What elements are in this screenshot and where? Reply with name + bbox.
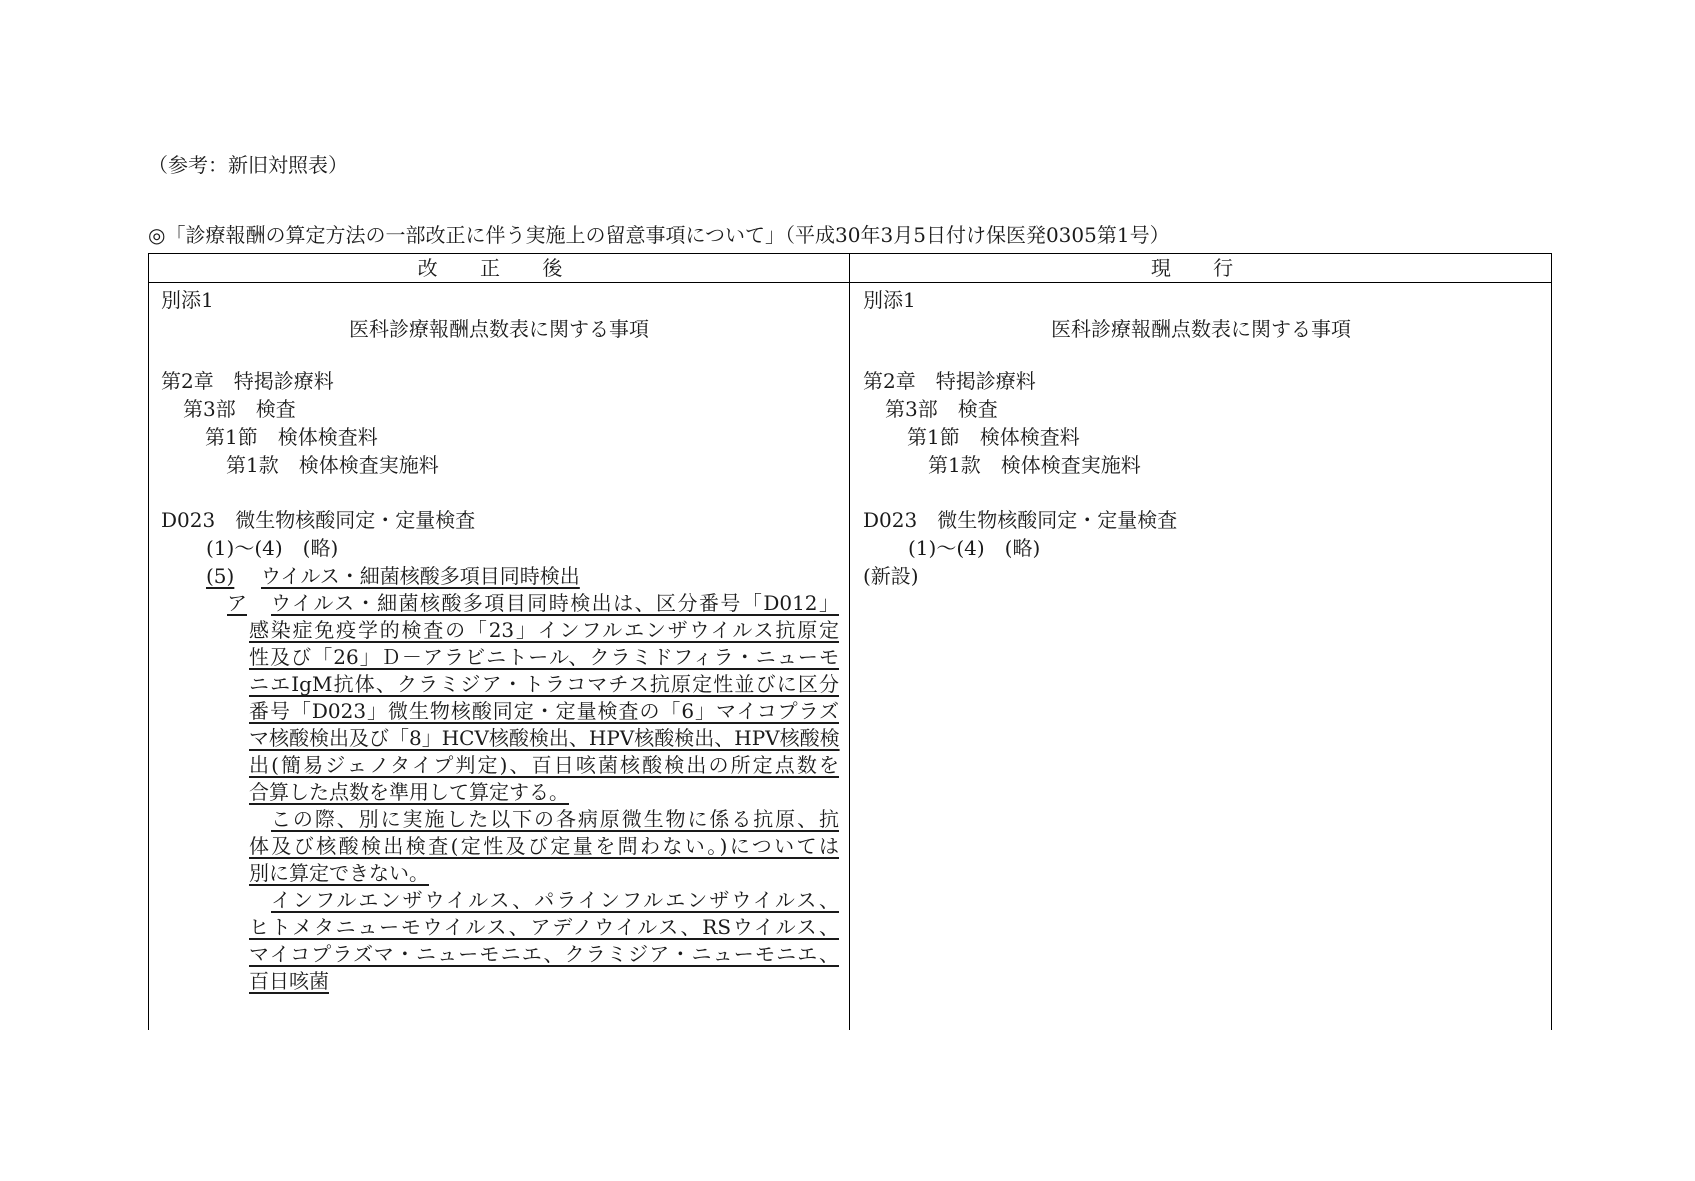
current-section-title: 医科診療報酬点数表に関する事項: [1051, 317, 1351, 341]
item5-title: ウイルス・細菌核酸多項目同時検出: [261, 564, 580, 588]
new-chapter: 第2章 特掲診療料: [161, 369, 334, 393]
item-a-line: ニエIgM抗体、クラミジア・トラコマチス抗原定性並びに区分: [249, 672, 839, 696]
current-attachment: 別添1: [863, 288, 916, 312]
new-subsection: 第1款 検体検査実施料: [226, 453, 439, 477]
current-subsection: 第1款 検体検査実施料: [928, 453, 1141, 477]
new-part: 第3部 検査: [183, 397, 296, 421]
item-a-line: 感染症免疫学的検査の「23」インフルエンザウイルス抗原定: [249, 618, 839, 642]
item-b-line: この際、別に実施した以下の各病原微生物に係る抗原、抗: [271, 807, 839, 831]
item-a-line: マ核酸検出及び「8」HCV核酸検出、HPV核酸検出、HPV核酸検: [249, 726, 840, 750]
current-omitted: (1)～(4) (略): [908, 536, 1041, 560]
item-a-line: 性及び「26」Ｄ－アラビニトール、クラミドフィラ・ニューモ: [249, 645, 839, 669]
item-b-line: 体及び核酸検出検査(定性及び定量を問わない。)については: [249, 834, 839, 858]
item-a-line: 番号「D023」微生物核酸同定・定量検査の「6」マイコプラズ: [249, 699, 839, 723]
item-c-line: ヒトメタニューモウイルス、アデノウイルス、RSウイルス、: [249, 915, 839, 939]
current-new-note: (新設): [863, 564, 919, 588]
new-attachment: 別添1: [161, 288, 214, 312]
header-current: 現 行: [1150, 256, 1252, 280]
item-a-line: 合算した点数を準用して算定する。: [249, 780, 569, 804]
new-item-title: D023 微生物核酸同定・定量検査: [161, 508, 476, 532]
item-b-line: 別に算定できない。: [249, 861, 429, 885]
reference-label: （参考：新旧対照表）: [148, 153, 348, 177]
item5-number: (5): [206, 564, 235, 588]
header-new: 改 正 後: [417, 256, 581, 280]
document-title: ◎「診療報酬の算定方法の一部改正に伴う実施上の留意事項について」（平成30年3月5日付け保医発0305第1号）: [148, 223, 1170, 247]
new-section-title: 医科診療報酬点数表に関する事項: [349, 317, 649, 341]
new-omitted: (1)～(4) (略): [206, 536, 339, 560]
column-divider: [849, 254, 850, 1030]
current-item-title: D023 微生物核酸同定・定量検査: [863, 508, 1178, 532]
item-a-label: ア: [227, 591, 247, 615]
new-section: 第1節 検体検査料: [205, 425, 378, 449]
current-chapter: 第2章 特掲診療料: [863, 369, 1036, 393]
current-part: 第3部 検査: [885, 397, 998, 421]
current-section: 第1節 検体検査料: [907, 425, 1080, 449]
item-c-line: インフルエンザウイルス、パラインフルエンザウイルス、: [271, 888, 839, 912]
header-divider: [149, 282, 1551, 283]
item-c-line: 百日咳菌: [249, 969, 329, 993]
item-c-line: マイコプラズマ・ニューモニエ、クラミジア・ニューモニエ、: [249, 942, 839, 966]
comparison-table: [148, 253, 1552, 1030]
item-a-line: ウイルス・細菌核酸多項目同時検出は、区分番号「D012」: [271, 591, 839, 615]
item-a-line: 出(簡易ジェノタイプ判定)、百日咳菌核酸検出の所定点数を: [249, 753, 839, 777]
